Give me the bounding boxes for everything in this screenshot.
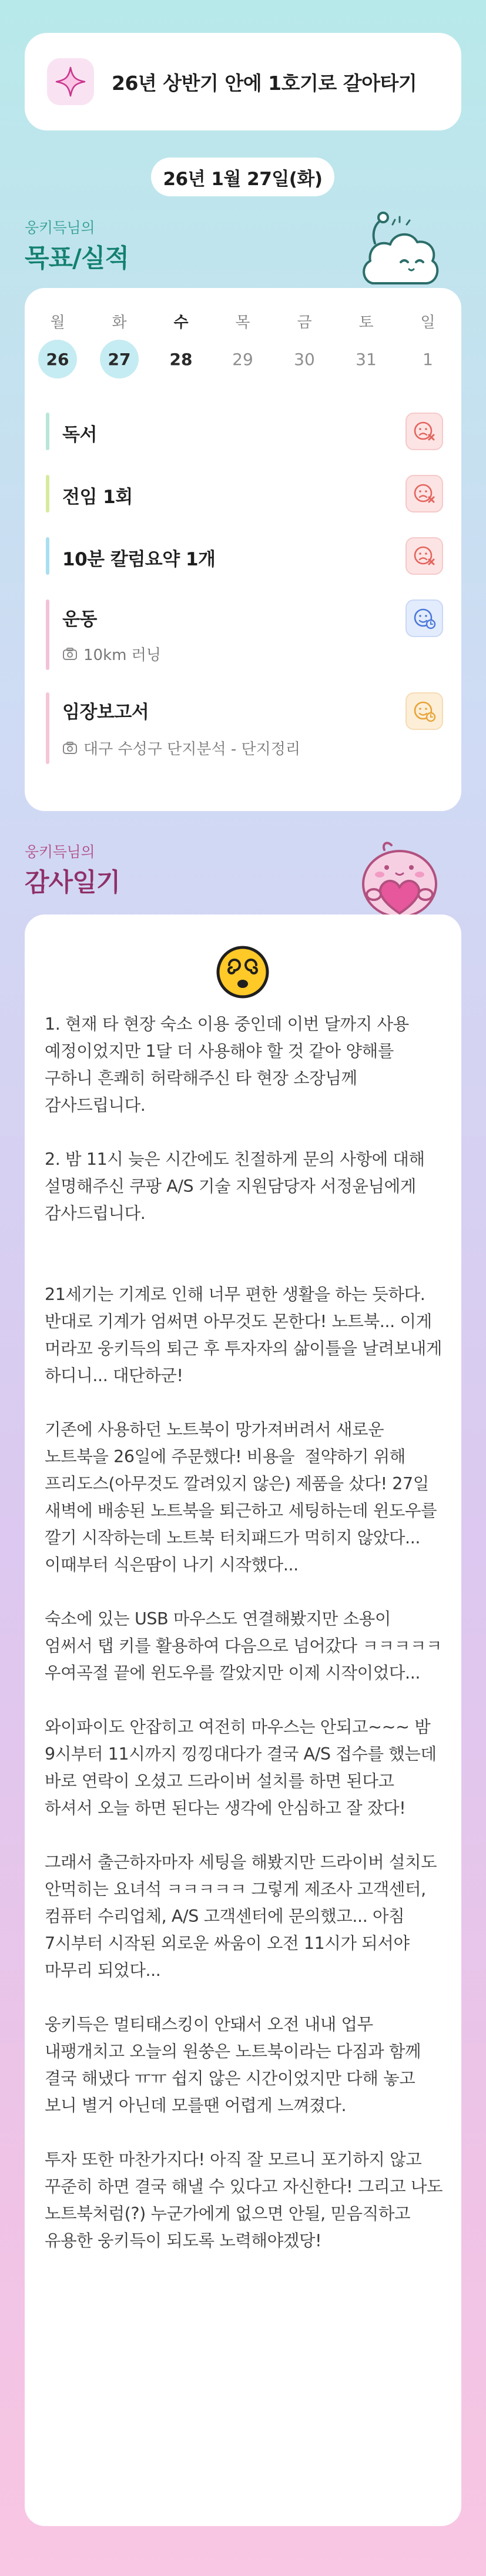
task-color-bar: [46, 537, 49, 575]
task-item[interactable]: [46, 475, 443, 512]
camera-icon: [62, 741, 78, 755]
day-name: 일: [420, 314, 435, 331]
day-number: 29: [232, 349, 253, 369]
sparkle-icon: [47, 58, 94, 105]
day-name: 월: [50, 314, 65, 331]
day-name: 화: [112, 314, 127, 331]
gratitude-section-title: 감사일기: [25, 868, 120, 897]
day-number: 27: [100, 340, 139, 378]
day-item[interactable]: [36, 310, 79, 378]
goals-section-subtitle: 웅키득님의: [25, 219, 95, 236]
day-name: 금: [297, 314, 312, 331]
gratitude-text: 1. 현재 타 현장 숙소 이용 중인데 이번 달까지 사용 예정이었지만 1달 더 사용해야 할 것 같아 양해를 구하니 흔쾌히 허락해주신 타 현장 소장님께 감사드립니다. 2. 밤 11시 늦은 시간에도 친절하게 문의 사항에 대해 설명해주신 쿠팡 A/S 기술 지원담당자 서정윤님에게 감사드립니다. 21세기는 기계로 인해 너무 편한 생활을 하는 듯하다. 반대로 기계가 엄써면 아무것도 몬한다! 노트북... 이게 머라꼬 웅키득의 퇴근 후 투자자의 삶이틀을 날려보내게 하디니... 대단하군! 기존에 사용하던 노트북이 망가져버려서 새로운 노트북을 26일에 주문했다! 비용을 절약하기 위해 프리도스(아무것도 깔려있지 않은) 제품을 샀다! 27일 새벽에 배송된 노트북을 퇴근하고 세팅하는데 윈도우를 깔기 시작하는데 노트북 터치패드가 먹히지 않았다... 이때부터 식은땀이 나기 시작했다... 숙소에 있는 USB 마우스도 연결해봤지만 소용이 엄써서 탭 키를 활용하여 다음으로 넘어갔다 ㅋㅋㅋㅋㅋ 우여곡절 끝에 윈도우를 깔았지만 이제 시작이었다... 와이파이도 안잡히고 여전히 마우스는 안되고~~~ 밤 9시부터 11시까지 낑낑대다가 결국 A/S 접수를 했는데 바로 연락이 오셨고 드라이버 설치를 하면 된다고 하셔서 오늘 하면 된다는 생각에 안심하고 잘 잤다! 그래서 출근하자마자 세팅을 해봤지만 드라이버 설치도 안먹히는 요녀석 ㅋㅋㅋㅋㅋ 그렇게 제조사 고객센터, 컴퓨터 수리업체, A/S 고객센터에 문의했고... 아침 7시부터 시작된 외로운 싸움이 오전 11시가 되서야 마무리 되었다... 웅키득은 멀티태스킹이 안돼서 오전 내내 업무 내팽개치고 오늘의 원쑹은 노트북이라는 다짐과 함께 결국 해냈다 ㅠㅠ 쉽지 않은 시간이었지만 다해 놓고 보니 별거 아닌데 모를땐 어렵게 느껴졌다. 투자 또한 마찬가지다! 아직 잘 모르니 포기하지 않고 꾸준히 하면 결국 해낼 수 있다고 자신한다! 그리고 나도 노트북처럼(?) 누군가에게 없으면 안될, 믿음직하고 유용한 웅키득이 되도록 노력해야겠당!: [45, 1014, 443, 2250]
task-title: 운동: [62, 609, 97, 630]
task-subtitle-row: [62, 737, 300, 759]
day-name: 수: [173, 314, 189, 331]
task-item[interactable]: [46, 413, 443, 450]
day-item[interactable]: [283, 310, 326, 378]
day-item[interactable]: [222, 310, 264, 378]
task-item[interactable]: [46, 537, 443, 575]
task-title: 임장보고서: [62, 702, 149, 723]
sad-face-x-icon[interactable]: [405, 475, 443, 512]
task-item[interactable]: [46, 599, 443, 670]
task-color-bar: [46, 599, 49, 670]
task-title: 10분 칼럼요약 1개: [62, 549, 216, 570]
goals-card: [25, 288, 461, 811]
day-number: 28: [169, 349, 193, 369]
day-number: 26: [38, 340, 77, 378]
task-title: 독서: [62, 424, 97, 445]
sad-face-x-icon[interactable]: [405, 413, 443, 450]
goal-text: 26년 상반기 안에 1호기로 갈아타기: [112, 71, 417, 95]
day-number: 1: [423, 349, 433, 369]
task-color-bar: [46, 413, 49, 450]
dizzy-face-emoji: [213, 943, 272, 1001]
task-subtitle-row: [62, 643, 161, 665]
sad-face-x-icon[interactable]: [405, 537, 443, 575]
gratitude-section-subtitle: 웅키득님의: [25, 843, 95, 860]
day-name: 토: [358, 314, 374, 331]
task-item[interactable]: [46, 692, 443, 764]
day-item[interactable]: [345, 310, 387, 378]
day-number: 31: [356, 349, 377, 369]
task-subtitle: 10km 러닝: [83, 646, 161, 664]
date-label[interactable]: 26년 1월 27일(화): [151, 158, 334, 196]
week-calendar: [36, 310, 450, 381]
clock-face-icon[interactable]: [405, 599, 443, 637]
day-number: 30: [294, 349, 315, 369]
goal-card[interactable]: [25, 33, 461, 130]
task-color-bar: [46, 692, 49, 764]
day-item[interactable]: [160, 310, 202, 378]
goals-section-heading: [25, 216, 129, 274]
day-item[interactable]: [98, 310, 140, 378]
gratitude-card: [25, 915, 461, 2526]
task-color-bar: [46, 475, 49, 512]
day-name: 목: [235, 314, 250, 331]
goals-section-title: 목표/실적: [25, 244, 129, 273]
cloud-mascot-icon: [355, 207, 443, 289]
day-item[interactable]: [407, 310, 449, 378]
heart-mascot-icon: [350, 838, 449, 917]
gratitude-section-heading: [25, 840, 120, 899]
clock-face-icon[interactable]: [405, 692, 443, 730]
camera-icon: [62, 647, 78, 661]
task-title: 전임 1회: [62, 487, 133, 508]
task-subtitle: 대구 수성구 단지분석 - 단지정리: [83, 741, 300, 758]
